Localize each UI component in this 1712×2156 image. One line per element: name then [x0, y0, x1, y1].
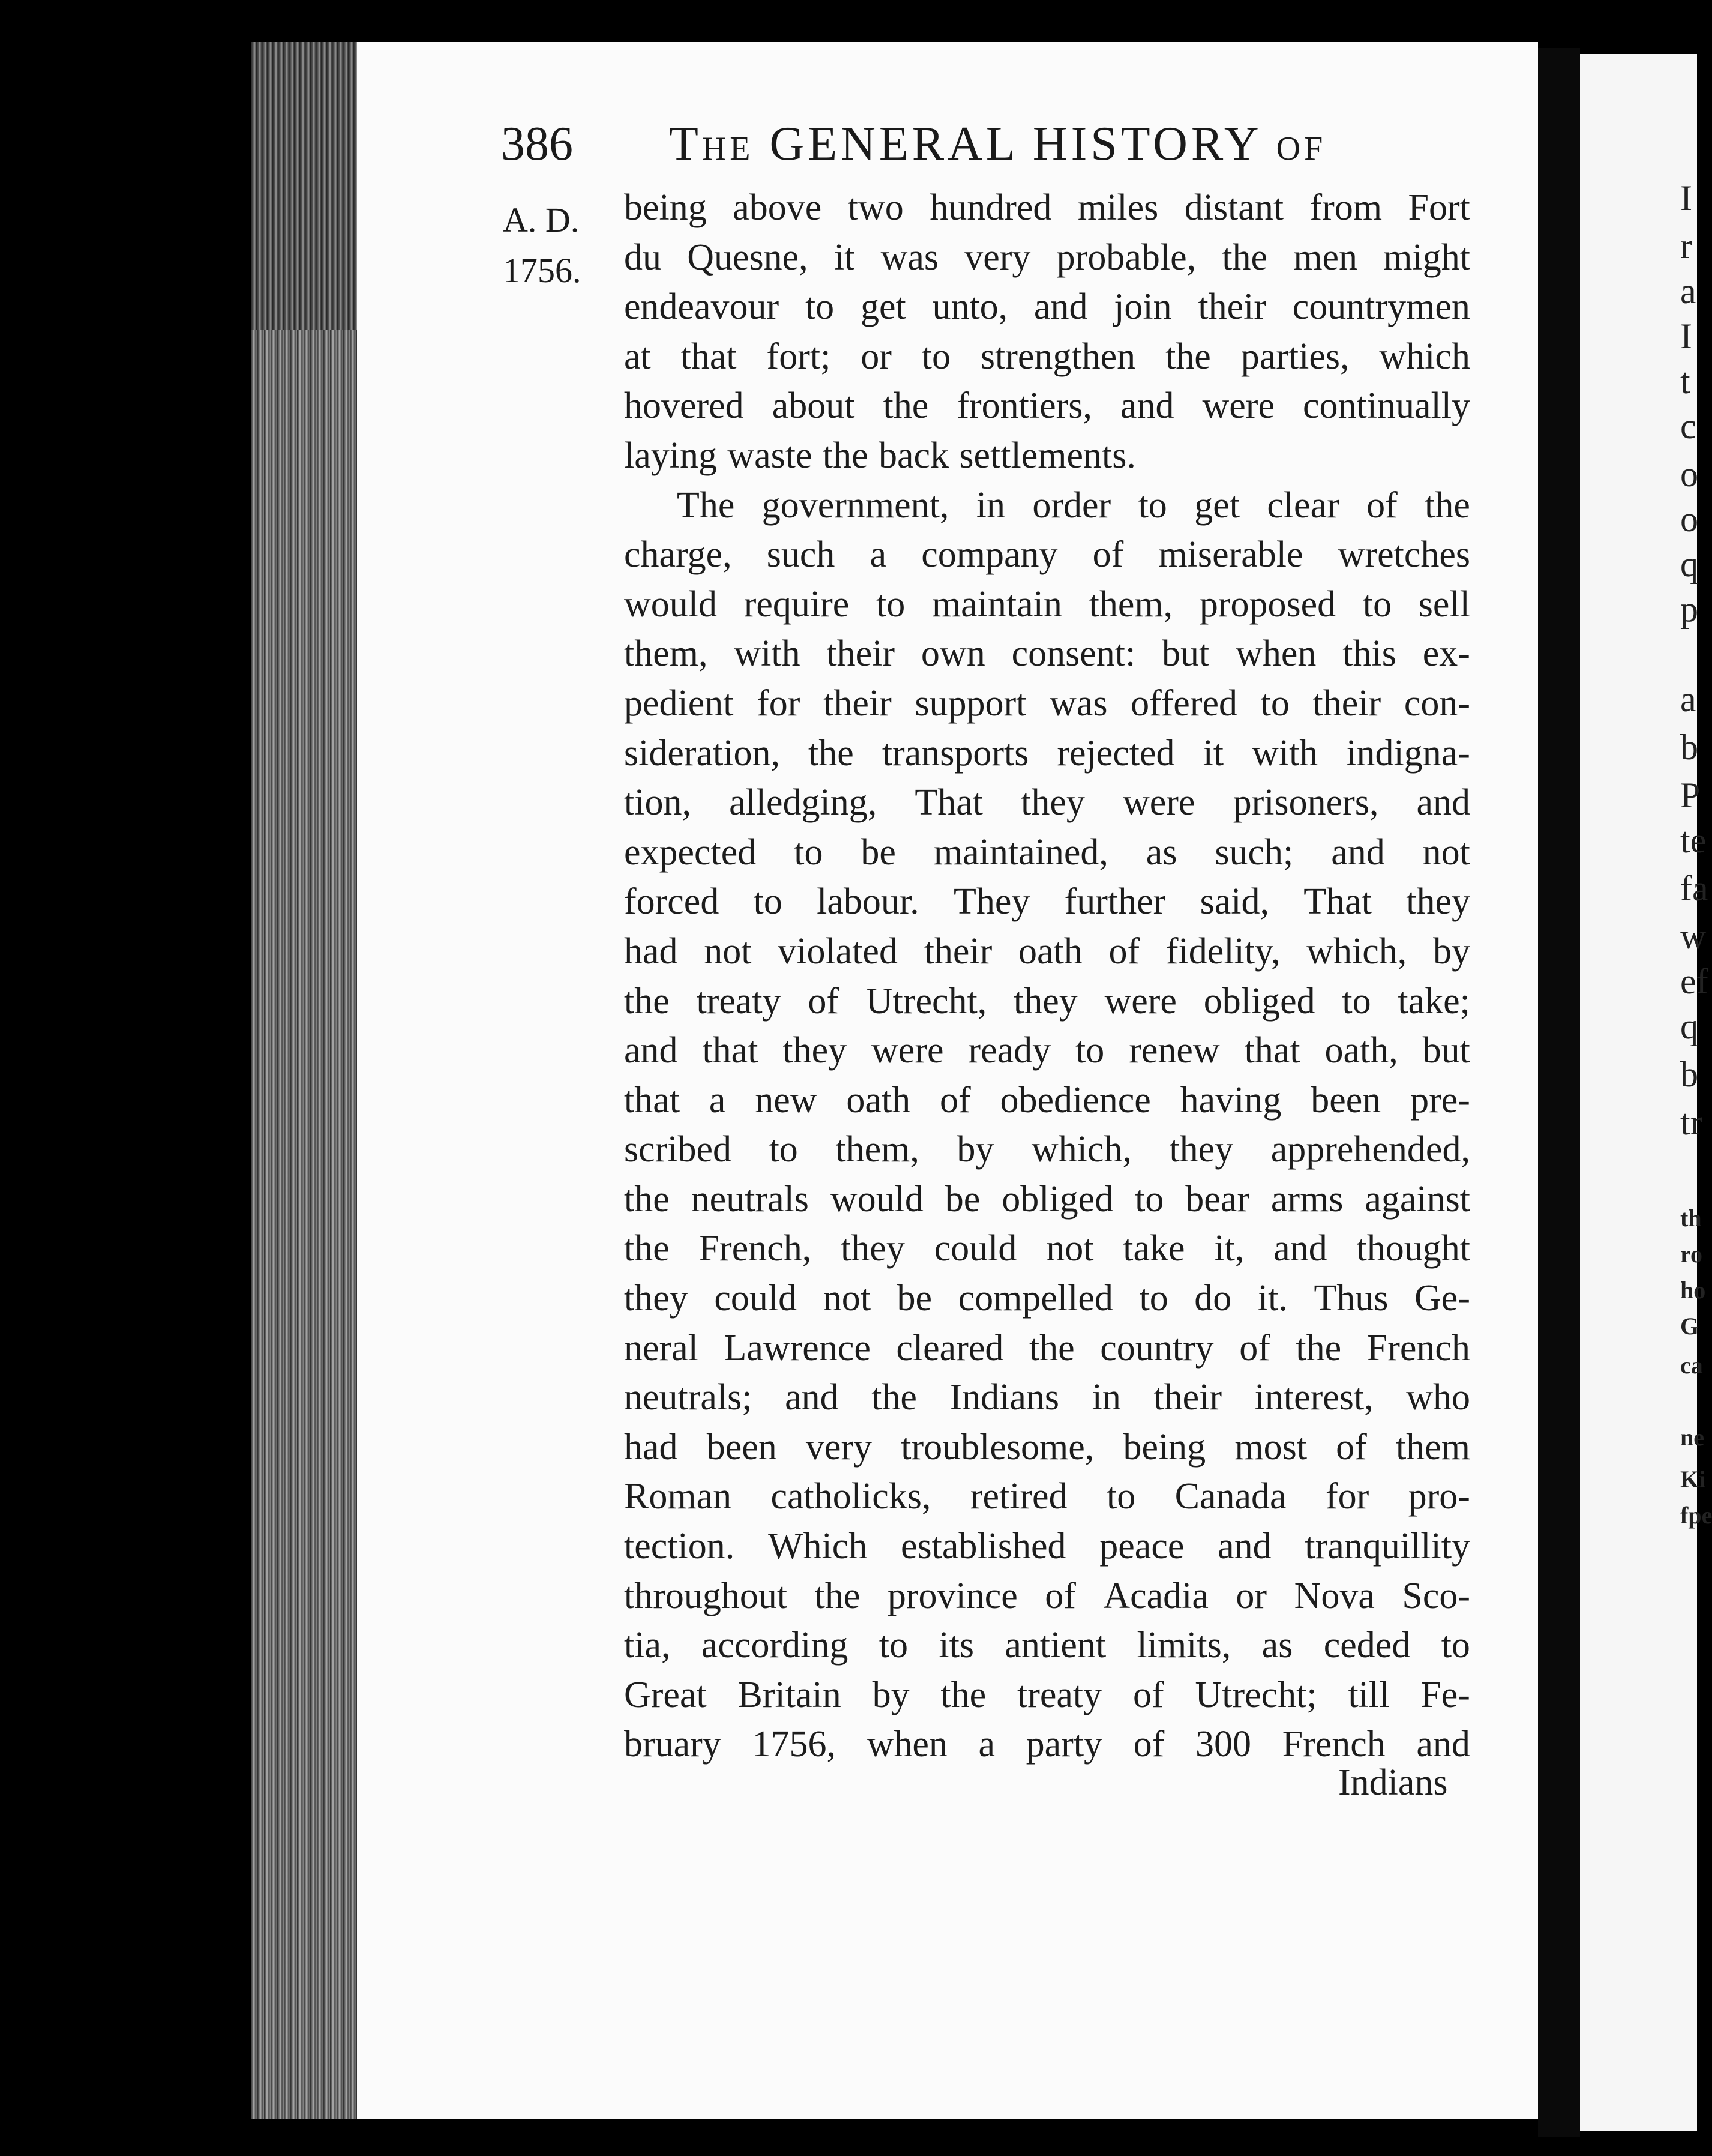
right-page-fragment: r	[1680, 226, 1692, 266]
right-page-fragment: tr	[1680, 1103, 1702, 1142]
page-fore-edge-shadow	[251, 42, 359, 330]
text-line: tection. Which established peace and tranquillity	[624, 1526, 1470, 1567]
page-header	[501, 111, 1461, 171]
text-line: neral Lawrence cleared the country of the French	[624, 1327, 1470, 1369]
right-page-fragment: te	[1680, 821, 1707, 860]
text-line: tia, according to its antient limits, as ceded to	[624, 1625, 1470, 1666]
text-line: the neutrals would be obliged to bear arms against	[624, 1178, 1470, 1220]
text-line: scribed to them, by which, they apprehended,	[624, 1129, 1470, 1170]
text-line: laying waste the back settlements.	[624, 435, 1136, 476]
text-line: sideration, the transports rejected it with indigna-	[624, 732, 1470, 774]
text-line: at that fort; or to strengthen the parties, which	[624, 336, 1470, 377]
right-page-edge	[1580, 54, 1697, 2131]
text-line: being above two hundred miles distant from Fort	[624, 187, 1470, 228]
right-page-fragment: ro	[1680, 1241, 1703, 1268]
right-page-fragment: b	[1680, 727, 1698, 767]
right-page-fragment: ne	[1680, 1424, 1704, 1451]
text-line: The government, in order to get clear of the	[677, 484, 1470, 526]
text-line: du Quesne, it was very probable, the men might	[624, 236, 1470, 278]
right-page-fragment: o	[1680, 499, 1698, 539]
text-line: hovered about the frontiers, and were continually	[624, 385, 1470, 427]
text-line: pedient for their support was offered to their con-	[624, 682, 1470, 724]
right-page-fragment: ho	[1680, 1277, 1706, 1304]
right-page-fragments	[1680, 0, 1712, 2156]
right-page-fragment: fa	[1680, 869, 1708, 908]
text-line: them, with their own consent: but when this ex-	[624, 633, 1470, 675]
body-text	[624, 183, 1470, 1769]
text-line: Great Britain by the treaty of Utrecht; till Fe-	[624, 1674, 1470, 1715]
right-page-fragment: p	[1680, 589, 1698, 629]
right-page-fragment: o	[1680, 454, 1698, 494]
right-page-fragment: q	[1680, 544, 1698, 584]
text-line: the French, they could not take it, and thought	[624, 1228, 1470, 1269]
right-page-fragment: G	[1680, 1313, 1699, 1340]
right-page-fragment: b	[1680, 1055, 1698, 1094]
text-line: expected to be maintained, as such; and not	[624, 831, 1470, 873]
text-line: and that they were ready to renew that oath, but	[624, 1030, 1470, 1071]
right-page-fragment: I	[1680, 316, 1692, 356]
right-page-fragment: ca	[1680, 1352, 1703, 1379]
text-line: endeavour to get unto, and join their countrymen	[624, 286, 1470, 328]
text-line: that a new oath of obedience having been pre-	[624, 1079, 1470, 1121]
right-page-fragment: ef	[1680, 962, 1708, 1001]
text-line: forced to labour. They further said, That they	[624, 881, 1470, 923]
right-page-fragment: c	[1680, 406, 1696, 446]
text-line: the treaty of Utrecht, they were obliged to take;	[624, 980, 1470, 1022]
right-page-fragment: Ki	[1680, 1466, 1706, 1493]
margin-note-year	[503, 195, 599, 296]
page-fore-edge	[251, 42, 359, 2119]
text-line: Roman catholicks, retired to Canada for pro-	[624, 1476, 1470, 1517]
right-page-fragment: fpe	[1680, 1502, 1712, 1529]
text-line: they could not be compelled to do it. Thus Ge-	[624, 1278, 1470, 1319]
right-page-fragment: I	[1680, 178, 1692, 218]
text-line: would require to maintain them, proposed to sell	[624, 583, 1470, 625]
page-number: 386	[501, 118, 573, 170]
right-page-fragment: a	[1680, 271, 1696, 311]
margin-note-year-value: 1756.	[503, 251, 581, 290]
right-page-fragment: P	[1680, 775, 1701, 815]
margin-note-label: A. D.	[503, 200, 580, 239]
text-line: neutrals; and the Indians in their interest, who	[624, 1377, 1470, 1418]
text-line: bruary 1756, when a party of 300 French and	[624, 1724, 1470, 1765]
right-page-fragment: q	[1680, 1007, 1698, 1046]
text-line: throughout the province of Acadia or Nova Sco-	[624, 1575, 1470, 1616]
text-line: tion, alledging, That they were prisoners, and	[624, 782, 1470, 824]
text-line: had been very troublesome, being most of them	[624, 1426, 1470, 1468]
text-line: had not violated their oath of fidelity, which, by	[624, 930, 1470, 972]
text-line: charge, such a company of miserable wretches	[624, 534, 1470, 576]
catchword: Indians	[1338, 1762, 1448, 1803]
running-title: The GENERAL HISTORY of	[669, 118, 1327, 170]
right-page-fragment: a	[1680, 679, 1696, 719]
right-page-fragment: t	[1680, 361, 1690, 401]
right-page-fragment: th	[1680, 1205, 1702, 1232]
book-gutter	[1538, 48, 1580, 2137]
right-page-fragment: w	[1680, 917, 1707, 956]
